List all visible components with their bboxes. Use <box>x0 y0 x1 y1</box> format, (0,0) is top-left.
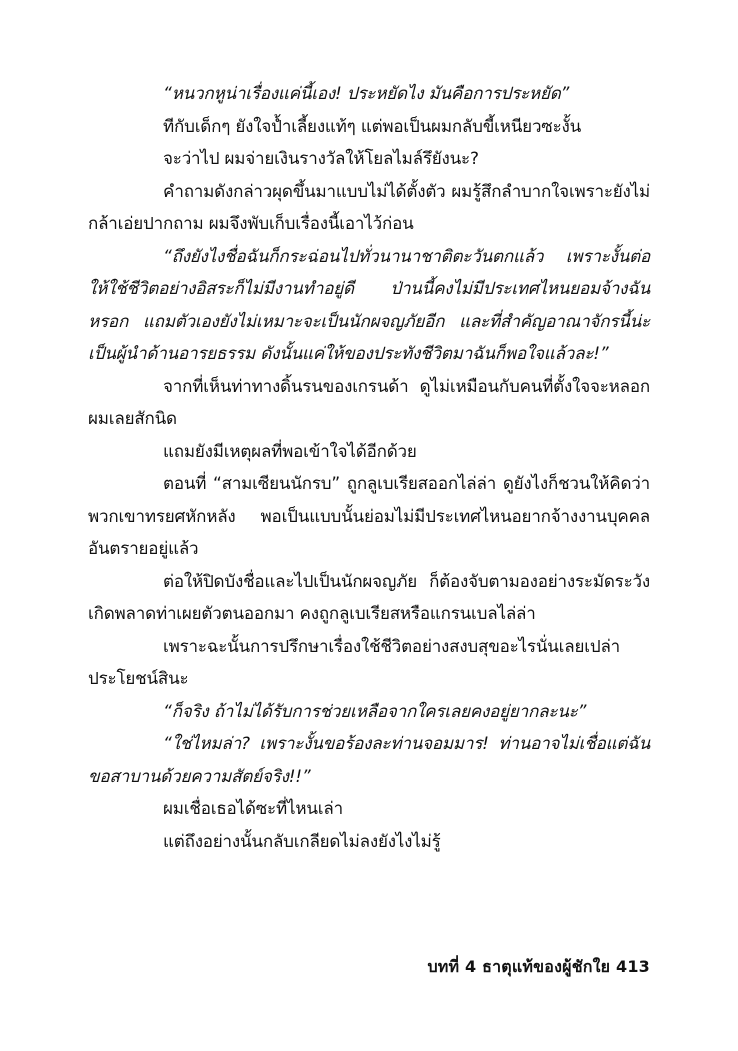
paragraph: เพราะฉะนั้นการปรึกษาเรื่องใช้ชีวิตอย่างสงบสุขอะไรนั่นเลยเปล่าประโยชน์สินะ <box>88 636 621 689</box>
paragraph: คำถามดังกล่าวผุดขึ้นมาแบบไม่ได้ตั้งตัว ผมรู้สึกลำบากใจเพราะยังไม่กล้าเอ่ยปากถาม ผมจึงพับเก็บเรื่องนี้เอาไว้ก่อน <box>88 181 650 234</box>
paragraph: “ก็จริง ถ้าไม่ได้รับการช่วยเหลือจากใครเลยคงอยู่ยากละนะ” <box>163 701 587 722</box>
paragraph: ผมเชื่อเธอได้ซะที่ไหนเล่า <box>163 799 343 819</box>
page-footer: บทที่ 4 ธาตุแท้ของผู้ชักใย 413 <box>427 957 650 976</box>
paragraph: “ถึงยังไงชื่อฉันก็กระฉ่อนไปทั่วนานาชาติตะวันตกแล้ว เพราะงั้นต่อให้ใช้ชีวิตอย่างอิสระก็ไม่มีงานทำอยู่ดี ป่านนี้คงไม่มีประเทศไหนยอมจ้างฉันหรอก แถมตัวเองยังไม่เหมาะจะเป็นนักผจญภัยอีก และที่สำคัญอาณาจักรนี้น่ะเป็นผู้นำด้านอารยธรรม ดังนั้นแค่ให้ของประทังชีวิตมาฉันก็พอใจแล้วละ!” <box>88 246 650 364</box>
paragraph: จะว่าไป ผมจ่ายเงินรางวัลให้โยลไมล์รึยังนะ? <box>163 149 479 169</box>
paragraph: ต่อให้ปิดบังชื่อและไปเป็นนักผจญภัย ก็ต้องจับตามองอย่างระมัดระวังเกิดพลาดท่าเผยตัวตนออกมา คงถูกลูเบเรียสหรือแกรนเบลไล่ล่า <box>88 571 650 624</box>
page-body <box>88 78 650 858</box>
paragraph: “หนวกหูน่าเรื่องแค่นี้เอง! ประหยัดไง มันคือการประหยัด” <box>163 84 570 104</box>
paragraph: จากที่เห็นท่าทางดิ้นรนของเกรนด้า ดูไม่เหมือนกับคนที่ตั้งใจจะหลอกผมเลยสักนิด <box>88 376 650 429</box>
paragraph: ตอนที่ “สามเซียนนักรบ” ถูกลูเบเรียสออกไล่ล่า ดูยังไงก็ชวนให้คิดว่าพวกเขาทรยศหักหลัง พอเป็นแบบนั้นย่อมไม่มีประเทศไหนอยากจ้างงานบุคคลอันตรายอยู่แล้ว <box>88 474 650 559</box>
paragraph: แถมยังมีเหตุผลที่พอเข้าใจได้อีกด้วย <box>163 441 417 462</box>
paragraph: ทีกับเด็กๆ ยังใจป้ำเลี้ยงแท้ๆ แต่พอเป็นผมกลับขี้เหนียวซะงั้น <box>163 116 582 137</box>
paragraph: แต่ถึงอย่างนั้นกลับเกลียดไม่ลงยังไงไม่รู้ <box>163 831 441 852</box>
paragraph: “ใช่ไหมล่า? เพราะงั้นขอร้องละท่านจอมมาร! ท่านอาจไม่เชื่อแต่ฉันขอสาบานด้วยความสัตย์จริง!!” <box>88 734 650 787</box>
